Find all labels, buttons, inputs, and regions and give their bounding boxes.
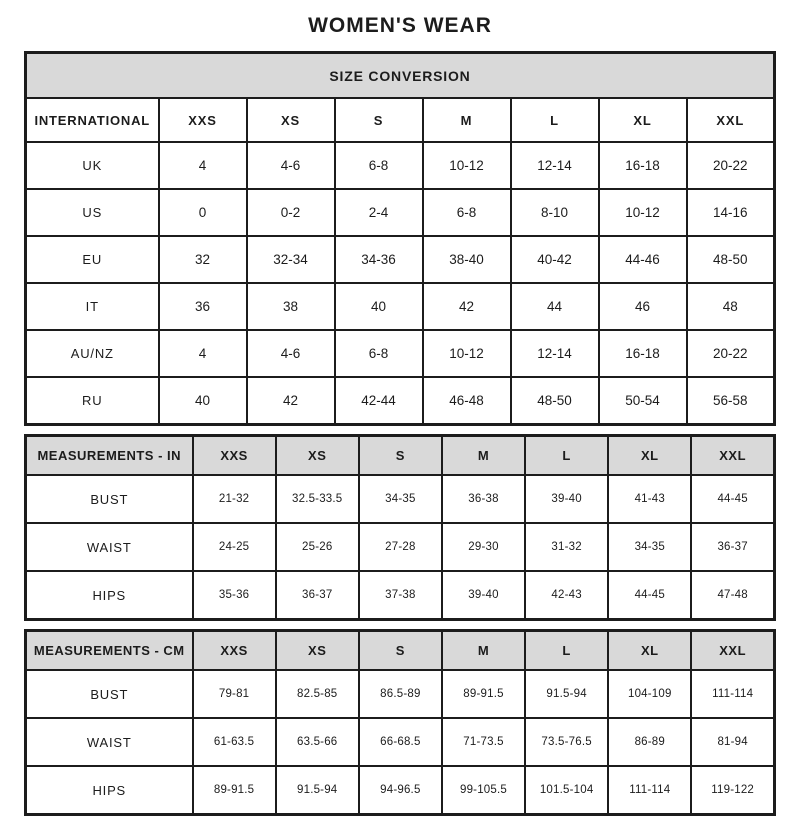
value-cell: 47-48 [691, 571, 774, 620]
header-cell: XS [247, 98, 335, 142]
value-cell: 86-89 [608, 718, 691, 766]
value-cell: 4-6 [247, 330, 335, 377]
size-conversion-title-row [26, 53, 775, 99]
value-cell: 42-44 [335, 377, 423, 425]
value-cell: 29-30 [442, 523, 525, 571]
table-row [26, 670, 775, 718]
value-cell: 6-8 [335, 142, 423, 189]
value-cell: 2-4 [335, 189, 423, 236]
value-cell: 0-2 [247, 189, 335, 236]
value-cell: 0 [159, 189, 247, 236]
value-cell: 63.5-66 [276, 718, 359, 766]
value-cell: 44 [511, 283, 599, 330]
value-cell: 10-12 [423, 330, 511, 377]
header-cell: XS [276, 631, 359, 671]
value-cell: 40 [335, 283, 423, 330]
size-conversion-table [24, 51, 776, 426]
value-cell: 101.5-104 [525, 766, 608, 815]
value-cell: 71-73.5 [442, 718, 525, 766]
value-cell: 32 [159, 236, 247, 283]
size-conversion-header-row [26, 98, 775, 142]
table-row [26, 377, 775, 425]
row-label-cell: US [26, 189, 159, 236]
measurements-cm-table [24, 629, 776, 816]
value-cell: 38 [247, 283, 335, 330]
row-label-cell: WAIST [26, 523, 193, 571]
row-label-cell: HIPS [26, 571, 193, 620]
value-cell: 10-12 [423, 142, 511, 189]
value-cell: 91.5-94 [276, 766, 359, 815]
value-cell: 35-36 [193, 571, 276, 620]
value-cell: 66-68.5 [359, 718, 442, 766]
value-cell: 46-48 [423, 377, 511, 425]
row-label-cell: EU [26, 236, 159, 283]
value-cell: 8-10 [511, 189, 599, 236]
header-cell: M [442, 631, 525, 671]
value-cell: 39-40 [442, 571, 525, 620]
measurements-cm-header-row [26, 631, 775, 671]
header-cell: XS [276, 436, 359, 476]
value-cell: 36-37 [691, 523, 774, 571]
value-cell: 34-36 [335, 236, 423, 283]
value-cell: 40 [159, 377, 247, 425]
value-cell: 12-14 [511, 330, 599, 377]
value-cell: 27-28 [359, 523, 442, 571]
value-cell: 24-25 [193, 523, 276, 571]
value-cell: 81-94 [691, 718, 774, 766]
header-cell: XL [608, 436, 691, 476]
value-cell: 89-91.5 [193, 766, 276, 815]
value-cell: 34-35 [608, 523, 691, 571]
table-row [26, 236, 775, 283]
value-cell: 6-8 [423, 189, 511, 236]
value-cell: 12-14 [511, 142, 599, 189]
value-cell: 10-12 [599, 189, 687, 236]
header-cell: INTERNATIONAL [26, 98, 159, 142]
table-row [26, 330, 775, 377]
value-cell: 50-54 [599, 377, 687, 425]
header-cell: XL [599, 98, 687, 142]
value-cell: 39-40 [525, 475, 608, 523]
value-cell: 4 [159, 330, 247, 377]
value-cell: 94-96.5 [359, 766, 442, 815]
value-cell: 73.5-76.5 [525, 718, 608, 766]
value-cell: 6-8 [335, 330, 423, 377]
table-row [26, 523, 775, 571]
header-cell: L [525, 631, 608, 671]
value-cell: 48-50 [687, 236, 775, 283]
value-cell: 37-38 [359, 571, 442, 620]
value-cell: 31-32 [525, 523, 608, 571]
value-cell: 36-38 [442, 475, 525, 523]
value-cell: 44-45 [608, 571, 691, 620]
header-cell: S [359, 631, 442, 671]
value-cell: 16-18 [599, 330, 687, 377]
header-cell: XXL [691, 436, 774, 476]
row-label-cell: IT [26, 283, 159, 330]
value-cell: 4 [159, 142, 247, 189]
value-cell: 61-63.5 [193, 718, 276, 766]
value-cell: 42-43 [525, 571, 608, 620]
value-cell: 48 [687, 283, 775, 330]
table-title: MEASUREMENTS - CM [26, 631, 193, 671]
header-cell: XXS [193, 631, 276, 671]
value-cell: 21-32 [193, 475, 276, 523]
value-cell: 20-22 [687, 142, 775, 189]
value-cell: 38-40 [423, 236, 511, 283]
value-cell: 44-45 [691, 475, 774, 523]
header-cell: M [423, 98, 511, 142]
table-row [26, 475, 775, 523]
value-cell: 86.5-89 [359, 670, 442, 718]
value-cell: 111-114 [691, 670, 774, 718]
header-cell: L [525, 436, 608, 476]
row-label-cell: BUST [26, 475, 193, 523]
table-row [26, 766, 775, 815]
header-cell: XXS [159, 98, 247, 142]
value-cell: 16-18 [599, 142, 687, 189]
value-cell: 44-46 [599, 236, 687, 283]
header-cell: S [359, 436, 442, 476]
value-cell: 42 [423, 283, 511, 330]
measurements-in-header-row [26, 436, 775, 476]
value-cell: 41-43 [608, 475, 691, 523]
value-cell: 36-37 [276, 571, 359, 620]
table-row [26, 142, 775, 189]
value-cell: 104-109 [608, 670, 691, 718]
value-cell: 20-22 [687, 330, 775, 377]
value-cell: 89-91.5 [442, 670, 525, 718]
value-cell: 99-105.5 [442, 766, 525, 815]
header-cell: XXL [691, 631, 774, 671]
row-label-cell: HIPS [26, 766, 193, 815]
value-cell: 25-26 [276, 523, 359, 571]
value-cell: 46 [599, 283, 687, 330]
header-cell: M [442, 436, 525, 476]
value-cell: 32-34 [247, 236, 335, 283]
header-cell: XL [608, 631, 691, 671]
header-cell: XXS [193, 436, 276, 476]
table-title: MEASUREMENTS - IN [26, 436, 193, 476]
page-title: WOMEN'S WEAR [308, 14, 492, 37]
table-row [26, 283, 775, 330]
row-label-cell: BUST [26, 670, 193, 718]
table-row [26, 718, 775, 766]
value-cell: 48-50 [511, 377, 599, 425]
value-cell: 91.5-94 [525, 670, 608, 718]
value-cell: 119-122 [691, 766, 774, 815]
value-cell: 4-6 [247, 142, 335, 189]
measurements-in-table [24, 434, 776, 621]
table-row [26, 571, 775, 620]
row-label-cell: RU [26, 377, 159, 425]
row-label-cell: AU/NZ [26, 330, 159, 377]
table-title: SIZE CONVERSION [26, 53, 775, 99]
value-cell: 40-42 [511, 236, 599, 283]
value-cell: 34-35 [359, 475, 442, 523]
value-cell: 56-58 [687, 377, 775, 425]
value-cell: 82.5-85 [276, 670, 359, 718]
value-cell: 79-81 [193, 670, 276, 718]
value-cell: 36 [159, 283, 247, 330]
header-cell: L [511, 98, 599, 142]
value-cell: 111-114 [608, 766, 691, 815]
value-cell: 32.5-33.5 [276, 475, 359, 523]
value-cell: 42 [247, 377, 335, 425]
header-cell: XXL [687, 98, 775, 142]
value-cell: 14-16 [687, 189, 775, 236]
table-row [26, 189, 775, 236]
header-cell: S [335, 98, 423, 142]
row-label-cell: UK [26, 142, 159, 189]
row-label-cell: WAIST [26, 718, 193, 766]
